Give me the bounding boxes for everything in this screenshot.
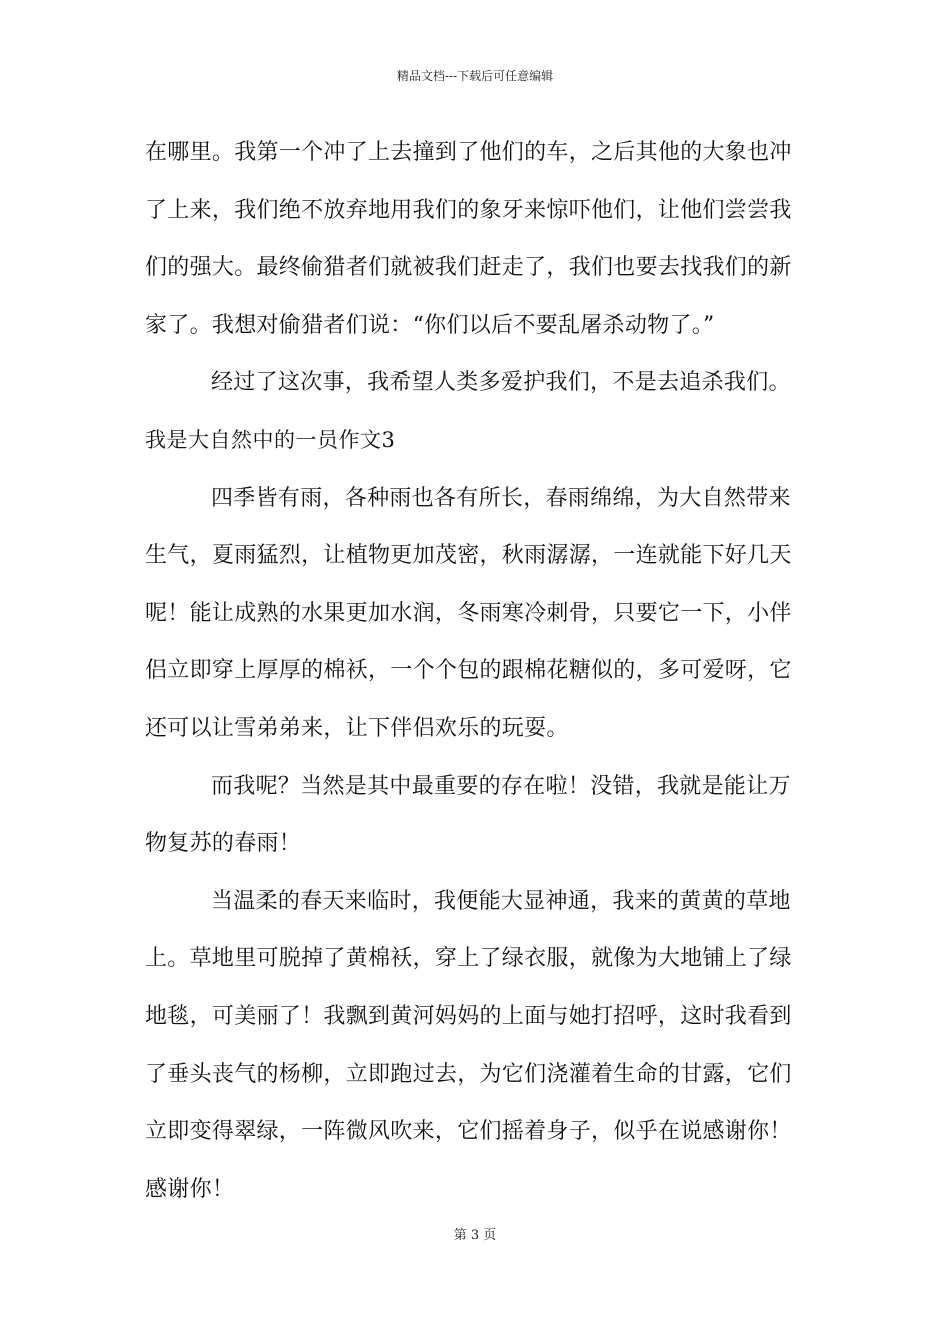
page-number: 第 3 页 xyxy=(453,1228,497,1243)
text-line: 上。草地里可脱掉了黄棉袄，穿上了绿衣服，就像为大地铺上了绿 xyxy=(145,946,792,972)
text-line: 四季皆有雨，各种雨也各有所长，春雨绵绵，为大自然带来 xyxy=(211,485,791,511)
text-line: 在哪里。我第一个冲了上去撞到了他们的车，之后其他的大象也冲 xyxy=(145,140,792,165)
text-line: 生气，夏雨猛烈，让植物更加茂密，秋雨潺潺，一连就能下好几天 xyxy=(145,543,792,569)
text-line: 呢！能让成熟的水果更加水润，冬雨寒冷刺骨，只要它一下，小伴 xyxy=(145,600,792,626)
document-body xyxy=(145,124,817,1218)
text-line: 了垂头丧气的杨柳，立即跑过去，为它们浇灌着生命的甘露，它们 xyxy=(145,1061,792,1087)
text-line: 立即变得翠绿，一阵微风吹来，它们摇着身子，似乎在说感谢你！ xyxy=(145,1119,792,1145)
text-line: 物复苏的春雨！ xyxy=(145,831,302,857)
text-line: 而我呢？当然是其中最重要的存在啦！没错，我就是能让万 xyxy=(211,773,791,799)
paragraph xyxy=(145,124,817,354)
text-line: 侣立即穿上厚厚的棉袄，一个个包的跟棉花糖似的，多可爱呀，它 xyxy=(145,658,792,684)
paragraph xyxy=(145,758,817,873)
text-line: 感谢你！ xyxy=(145,1176,235,1202)
paragraph xyxy=(145,873,817,1219)
paragraph xyxy=(145,354,817,412)
text-line: 家了。我想对偷猎者们说：“你们以后不要乱屠杀动物了。” xyxy=(145,312,715,338)
text-line: 经过了这次事，我希望人类多爱护我们，不是去追杀我们。 xyxy=(211,370,791,396)
text-line: 们的强大。最终偷猎者们就被我们赶走了，我们也要去找我们的新 xyxy=(145,255,792,281)
page-header: 精品文档---下载后可任意编辑 xyxy=(396,69,554,83)
text-line: 当温柔的春天来临时，我便能大显神通，我来的黄黄的草地 xyxy=(211,888,791,914)
text-line: 地毯，可美丽了！我飘到黄河妈妈的上面与她打招呼，这时我看到 xyxy=(145,1003,792,1029)
section-heading xyxy=(145,412,817,470)
paragraph xyxy=(145,470,817,758)
section-title: 我是大自然中的一员作文3 xyxy=(145,427,396,452)
text-line: 还可以让雪弟弟来，让下伴侣欢乐的玩耍。 xyxy=(145,715,569,741)
text-line: 了上来，我们绝不放弃地用我们的象牙来惊吓他们，让他们尝尝我 xyxy=(145,197,792,223)
